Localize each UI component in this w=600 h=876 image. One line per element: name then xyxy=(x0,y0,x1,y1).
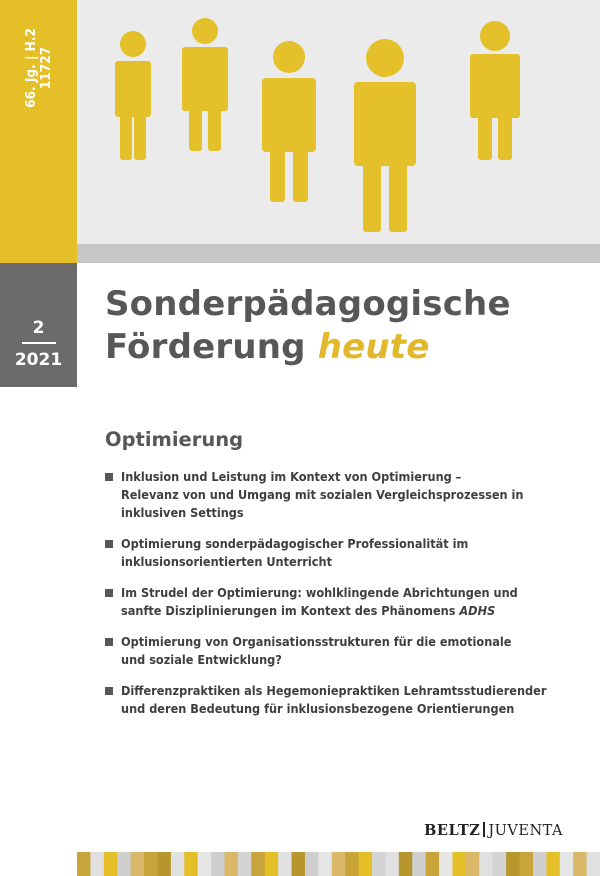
bullet-square-icon xyxy=(105,540,113,548)
publisher-logo xyxy=(424,820,563,839)
strip-block xyxy=(452,852,466,876)
article-line: Optimierung von Organisationsstrukturen für die emotionale xyxy=(121,634,512,649)
person-figure-5 xyxy=(470,21,520,160)
strip-block xyxy=(278,852,292,876)
strip-block xyxy=(573,852,587,876)
strip-block xyxy=(184,852,198,876)
issue-topic: Optimierung xyxy=(105,428,244,451)
volume-number: 11727 xyxy=(38,46,54,90)
journal-title-line-2 xyxy=(105,326,511,369)
publisher-name-beltz: BELTZ xyxy=(424,822,481,839)
strip-block xyxy=(131,852,145,876)
article-line: Optimierung sonderpädagogischer Professionalität im xyxy=(121,536,469,551)
article-item xyxy=(105,682,595,718)
strip-block xyxy=(426,852,440,876)
strip-block xyxy=(318,852,332,876)
strip-block xyxy=(332,852,346,876)
article-line-text: sanfte Disziplinierungen im Kontext des Phänomens xyxy=(121,603,456,618)
volume-label xyxy=(24,28,54,108)
article-item xyxy=(105,584,595,620)
strip-block xyxy=(359,852,373,876)
article-line xyxy=(121,602,595,620)
strip-block xyxy=(265,852,279,876)
strip-block xyxy=(77,852,91,876)
strip-block xyxy=(399,852,413,876)
strip-block xyxy=(520,852,534,876)
strip-block xyxy=(305,852,319,876)
issue-divider xyxy=(22,342,56,344)
issue-number: 2 xyxy=(32,318,45,338)
strip-block xyxy=(546,852,560,876)
person-figure-1 xyxy=(115,31,151,160)
strip-block xyxy=(104,852,118,876)
bullet-square-icon xyxy=(105,589,113,597)
bullet-square-icon xyxy=(105,473,113,481)
people-illustration xyxy=(77,0,600,244)
strip-block xyxy=(560,852,574,876)
decorative-color-strip xyxy=(77,852,600,876)
journal-title-accent: heute xyxy=(317,327,430,367)
person-figure-4 xyxy=(354,39,416,232)
bullet-square-icon xyxy=(105,638,113,646)
strip-block xyxy=(225,852,239,876)
article-line: inklusionsorientierten Unterricht xyxy=(121,554,332,569)
volume-line: 66. Jg. | H.2 xyxy=(23,28,39,108)
volume-label-area xyxy=(0,0,77,263)
strip-block xyxy=(479,852,493,876)
article-line: und soziale Entwicklung? xyxy=(121,652,282,667)
strip-block xyxy=(211,852,225,876)
strip-block xyxy=(198,852,212,876)
strip-block xyxy=(372,852,386,876)
strip-block xyxy=(466,852,480,876)
person-figure-2 xyxy=(182,18,228,151)
strip-block xyxy=(251,852,265,876)
article-line: Im Strudel der Optimierung: wohlklingende Abrichtungen und xyxy=(121,585,518,600)
article-line: und deren Bedeutung für inklusionsbezogene Orientierungen xyxy=(121,701,515,716)
article-line: Differenzpraktiken als Hegemoniepraktiken Lehramtsstudierender xyxy=(121,683,547,698)
article-item xyxy=(105,535,595,571)
journal-title-main: Förderung xyxy=(105,327,306,367)
issue-year: 2021 xyxy=(14,350,63,370)
strip-block xyxy=(144,852,158,876)
journal-title xyxy=(105,283,511,369)
article-item xyxy=(105,468,595,522)
strip-block xyxy=(90,852,104,876)
journal-title-line-1: Sonderpädagogische xyxy=(105,284,511,324)
article-line: Inklusion und Leistung im Kontext von Optimierung – xyxy=(121,469,462,484)
strip-block xyxy=(292,852,306,876)
strip-block xyxy=(117,852,131,876)
article-line-emphasis: ADHS xyxy=(459,603,496,618)
article-line: Relevanz von und Umgang mit sozialen Vergleichsprozessen in xyxy=(121,487,524,502)
strip-block xyxy=(533,852,547,876)
strip-block xyxy=(439,852,453,876)
strip-block xyxy=(171,852,185,876)
publisher-name-juventa: JUVENTA xyxy=(488,823,563,839)
strip-block xyxy=(587,852,600,876)
strip-block xyxy=(385,852,399,876)
article-list xyxy=(105,468,595,731)
article-item xyxy=(105,633,595,669)
strip-block xyxy=(238,852,252,876)
strip-block xyxy=(493,852,507,876)
header-stripe xyxy=(77,244,600,263)
bullet-square-icon xyxy=(105,687,113,695)
strip-block xyxy=(345,852,359,876)
strip-block xyxy=(412,852,426,876)
strip-block xyxy=(506,852,520,876)
strip-block xyxy=(157,852,171,876)
person-figure-3 xyxy=(262,41,316,202)
publisher-divider xyxy=(483,822,485,837)
article-line: inklusiven Settings xyxy=(121,505,244,520)
